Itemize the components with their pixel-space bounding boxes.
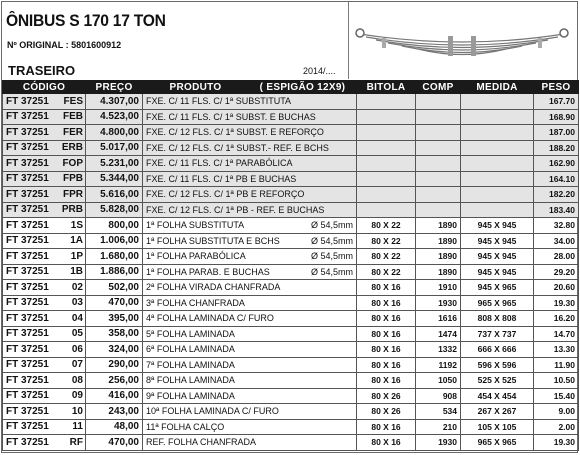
col-header-espigao: ( ESPIGÃO 12X9) — [249, 81, 357, 94]
product-name: 4ª FOLHA LAMINADA C/ FURO — [146, 313, 274, 324]
comp-cell: 908 — [416, 388, 461, 404]
medida-cell — [461, 202, 534, 218]
table-row — [3, 140, 579, 156]
code-suffix: ERB — [61, 142, 83, 154]
code-suffix: 04 — [71, 312, 83, 324]
price-cell: 358,00 — [86, 326, 143, 342]
table-row — [3, 388, 579, 404]
table-row — [3, 264, 579, 280]
comp-cell — [416, 156, 461, 172]
code-cell — [3, 280, 86, 296]
product-name: 9ª FOLHA LAMINADA — [146, 390, 235, 401]
peso-cell: 188.20 — [534, 140, 579, 156]
code-prefix: FT 37251 — [6, 312, 49, 324]
comp-cell: 1890 — [416, 249, 461, 265]
peso-cell: 162.90 — [534, 156, 579, 172]
price-cell: 416,00 — [86, 388, 143, 404]
comp-cell: 1474 — [416, 326, 461, 342]
bitola-cell: 80 X 26 — [357, 404, 416, 420]
code-suffix: FES — [63, 95, 83, 107]
code-cell — [3, 249, 86, 265]
leaf-spring-icon — [352, 14, 572, 64]
price-cell: 5.344,00 — [86, 171, 143, 187]
code-suffix: FPB — [63, 173, 83, 185]
product-name: 6ª FOLHA LAMINADA — [146, 344, 235, 355]
bitola-cell — [357, 109, 416, 125]
price-cell: 256,00 — [86, 373, 143, 389]
peso-cell: 16.20 — [534, 311, 579, 327]
diameter-label: Ø 54,5mm — [310, 220, 353, 231]
code-suffix: PRB — [61, 204, 83, 216]
price-cell: 1.006,00 — [86, 233, 143, 249]
bitola-cell: 80 X 16 — [357, 326, 416, 342]
code-suffix: FOP — [62, 157, 83, 169]
code-cell — [3, 357, 86, 373]
medida-cell: 525 X 525 — [461, 373, 534, 389]
col-header-comp: COMP — [416, 81, 461, 94]
table-body — [3, 94, 579, 451]
product-cell — [143, 311, 357, 327]
price-cell: 5.231,00 — [86, 156, 143, 172]
code-suffix: 1P — [70, 250, 83, 262]
medida-cell — [461, 156, 534, 172]
table-row — [3, 419, 579, 435]
medida-cell — [461, 187, 534, 203]
code-prefix: FT 37251 — [6, 126, 49, 138]
peso-cell: 32.80 — [534, 218, 579, 234]
product-cell — [143, 264, 357, 280]
product-name: FXE. C/ 11 FLS. C/ 1ª SUBSTITUTA — [146, 96, 292, 107]
table-row — [3, 156, 579, 172]
code-suffix: 10 — [71, 405, 83, 417]
bitola-cell: 80 X 26 — [357, 388, 416, 404]
comp-cell: 1890 — [416, 264, 461, 280]
product-cell — [143, 280, 357, 296]
bitola-cell — [357, 171, 416, 187]
product-cell — [143, 419, 357, 435]
code-prefix: FT 37251 — [6, 250, 49, 262]
code-cell — [3, 156, 86, 172]
code-prefix: FT 37251 — [6, 266, 49, 278]
comp-cell: 1890 — [416, 233, 461, 249]
comp-cell: 1192 — [416, 357, 461, 373]
code-prefix: FT 37251 — [6, 436, 49, 448]
code-cell — [3, 326, 86, 342]
code-suffix: 06 — [71, 343, 83, 355]
bitola-cell — [357, 140, 416, 156]
price-cell: 395,00 — [86, 311, 143, 327]
product-cell — [143, 326, 357, 342]
diameter-label: Ø 54,5mm — [310, 235, 353, 246]
table-row — [3, 373, 579, 389]
medida-cell: 945 X 945 — [461, 218, 534, 234]
product-name: 1ª FOLHA PARABÓLICA — [146, 251, 246, 262]
product-cell — [143, 388, 357, 404]
code-cell — [3, 373, 86, 389]
price-cell: 502,00 — [86, 280, 143, 296]
code-prefix: FT 37251 — [6, 142, 49, 154]
code-prefix: FT 37251 — [6, 219, 49, 231]
code-prefix: FT 37251 — [6, 95, 49, 107]
peso-cell: 15.40 — [534, 388, 579, 404]
col-header-produto: PRODUTO — [143, 81, 249, 94]
code-prefix: FT 37251 — [6, 343, 49, 355]
page-title: ÔNIBUS S 170 17 TON — [6, 11, 166, 30]
code-cell — [3, 218, 86, 234]
code-cell — [3, 295, 86, 311]
peso-cell: 34.00 — [534, 233, 579, 249]
product-name: FXE. C/ 11 FLS. C/ 1ª SUBST. E BUCHAS — [146, 111, 316, 122]
medida-cell: 945 X 945 — [461, 249, 534, 265]
product-cell — [143, 435, 357, 451]
price-cell: 1.680,00 — [86, 249, 143, 265]
table-row — [3, 342, 579, 358]
peso-cell: 2.00 — [534, 419, 579, 435]
comp-cell — [416, 125, 461, 141]
comp-cell — [416, 187, 461, 203]
code-prefix: FT 37251 — [6, 173, 49, 185]
code-suffix: 03 — [71, 297, 83, 309]
code-cell — [3, 404, 86, 420]
price-cell: 4.800,00 — [86, 125, 143, 141]
table-row — [3, 295, 579, 311]
col-header-codigo: CÓDIGO — [3, 81, 86, 94]
product-cell — [143, 357, 357, 373]
comp-cell — [416, 171, 461, 187]
code-cell — [3, 388, 86, 404]
diameter-label: Ø 54,5mm — [310, 266, 353, 277]
peso-cell: 29.20 — [534, 264, 579, 280]
code-prefix: FT 37251 — [6, 390, 49, 402]
code-suffix: 08 — [71, 374, 83, 386]
code-suffix: 07 — [71, 359, 83, 371]
product-cell — [143, 171, 357, 187]
bitola-cell: 80 X 16 — [357, 311, 416, 327]
product-cell — [143, 218, 357, 234]
comp-cell — [416, 109, 461, 125]
code-suffix: RF — [69, 436, 83, 448]
peso-cell: 182.20 — [534, 187, 579, 203]
comp-cell — [416, 140, 461, 156]
code-suffix: 1A — [70, 235, 83, 247]
medida-cell — [461, 171, 534, 187]
medida-cell: 666 X 666 — [461, 342, 534, 358]
code-prefix: FT 37251 — [6, 188, 49, 200]
code-suffix: 11 — [72, 421, 83, 433]
code-suffix: 1B — [70, 266, 83, 278]
price-cell: 800,00 — [86, 218, 143, 234]
code-cell — [3, 233, 86, 249]
product-cell — [143, 295, 357, 311]
product-name: 3ª FOLHA CHANFRADA — [146, 297, 245, 308]
bitola-cell: 80 X 16 — [357, 280, 416, 296]
product-cell — [143, 187, 357, 203]
comp-cell: 1332 — [416, 342, 461, 358]
comp-cell: 1616 — [416, 311, 461, 327]
product-name: FXE. C/ 11 FLS. C/ 1ª PARABÓLICA — [146, 158, 293, 169]
comp-cell — [416, 202, 461, 218]
code-suffix: 02 — [71, 281, 83, 293]
product-name: FXE. C/ 11 FLS. C/ 1ª PB E BUCHAS — [146, 173, 297, 184]
peso-cell: 11.90 — [534, 357, 579, 373]
bitola-cell: 80 X 22 — [357, 264, 416, 280]
product-name: FXE. C/ 12 FLS. C/ 1ª PB E REFORÇO — [146, 189, 305, 200]
table-row — [3, 109, 579, 125]
code-cell — [3, 140, 86, 156]
code-cell — [3, 187, 86, 203]
medida-cell — [461, 125, 534, 141]
parts-table — [2, 80, 579, 451]
table-row — [3, 326, 579, 342]
code-suffix: FER — [63, 126, 83, 138]
table-row — [3, 171, 579, 187]
price-cell: 4.307,00 — [86, 94, 143, 110]
bitola-cell — [357, 94, 416, 110]
code-cell — [3, 94, 86, 110]
code-suffix: 09 — [71, 390, 83, 402]
code-prefix: FT 37251 — [6, 111, 49, 123]
bitola-cell: 80 X 16 — [357, 435, 416, 451]
product-cell — [143, 140, 357, 156]
bitola-cell: 80 X 16 — [357, 357, 416, 373]
price-cell: 324,00 — [86, 342, 143, 358]
price-cell: 48,00 — [86, 419, 143, 435]
peso-cell: 14.70 — [534, 326, 579, 342]
comp-cell: 1910 — [416, 280, 461, 296]
peso-cell: 187.00 — [534, 125, 579, 141]
code-cell — [3, 109, 86, 125]
product-name: 10ª FOLHA LAMINADA C/ FURO — [146, 406, 279, 417]
product-cell — [143, 125, 357, 141]
medida-cell: 105 X 105 — [461, 419, 534, 435]
table-row — [3, 202, 579, 218]
table-row — [3, 233, 579, 249]
code-cell — [3, 342, 86, 358]
product-name: 5ª FOLHA LAMINADA — [146, 328, 235, 339]
code-prefix: FT 37251 — [6, 328, 49, 340]
product-cell — [143, 233, 357, 249]
peso-cell: 13.30 — [534, 342, 579, 358]
product-name: 8ª FOLHA LAMINADA — [146, 375, 235, 386]
bitola-cell: 80 X 22 — [357, 218, 416, 234]
product-name: FXE. C/ 12 FLS. C/ 1ª PB - REF. E BUCHAS — [146, 204, 325, 215]
product-cell — [143, 249, 357, 265]
product-cell — [143, 202, 357, 218]
code-suffix: 05 — [71, 328, 83, 340]
product-cell — [143, 109, 357, 125]
table-row — [3, 280, 579, 296]
price-cell: 5.017,00 — [86, 140, 143, 156]
medida-cell — [461, 94, 534, 110]
table-row — [3, 311, 579, 327]
product-name: 11ª FOLHA CALÇO — [146, 421, 225, 432]
code-prefix: FT 37251 — [6, 374, 49, 386]
peso-cell: 10.50 — [534, 373, 579, 389]
col-header-bitola: BITOLA — [357, 81, 416, 94]
comp-cell: 210 — [416, 419, 461, 435]
price-cell: 470,00 — [86, 295, 143, 311]
medida-cell — [461, 140, 534, 156]
price-cell: 1.886,00 — [86, 264, 143, 280]
medida-cell: 267 X 267 — [461, 404, 534, 420]
product-name: 7ª FOLHA LAMINADA — [146, 359, 235, 370]
comp-cell: 1930 — [416, 435, 461, 451]
code-prefix: FT 37251 — [6, 204, 49, 216]
peso-cell: 167.70 — [534, 94, 579, 110]
bitola-cell: 80 X 22 — [357, 233, 416, 249]
peso-cell: 9.00 — [534, 404, 579, 420]
header-divider — [348, 2, 349, 79]
code-cell — [3, 311, 86, 327]
price-cell: 4.523,00 — [86, 109, 143, 125]
product-name: REF. FOLHA CHANFRADA — [146, 437, 257, 448]
medida-cell: 596 X 596 — [461, 357, 534, 373]
code-cell — [3, 125, 86, 141]
bitola-cell: 80 X 16 — [357, 419, 416, 435]
comp-cell: 534 — [416, 404, 461, 420]
price-cell: 290,00 — [86, 357, 143, 373]
peso-cell: 19.30 — [534, 295, 579, 311]
section-label: TRASEIRO — [8, 63, 76, 78]
col-header-preco: PREÇO — [86, 81, 143, 94]
bitola-cell — [357, 125, 416, 141]
code-suffix: FPR — [63, 188, 83, 200]
bitola-cell — [357, 202, 416, 218]
bitola-cell — [357, 156, 416, 172]
bitola-cell: 80 X 22 — [357, 249, 416, 265]
comp-cell: 1930 — [416, 295, 461, 311]
bitola-cell: 80 X 16 — [357, 373, 416, 389]
medida-cell: 945 X 945 — [461, 264, 534, 280]
code-prefix: FT 37251 — [6, 235, 49, 247]
price-cell: 243,00 — [86, 404, 143, 420]
peso-cell: 19.30 — [534, 435, 579, 451]
table-header-row — [3, 81, 579, 94]
comp-cell: 1890 — [416, 218, 461, 234]
code-cell — [3, 264, 86, 280]
product-name: 1ª FOLHA PARAB. E BUCHAS — [146, 266, 270, 277]
price-cell: 5.828,00 — [86, 202, 143, 218]
comp-cell — [416, 94, 461, 110]
code-prefix: FT 37251 — [6, 421, 49, 433]
code-prefix: FT 37251 — [6, 405, 49, 417]
product-name: FXE. C/ 12 FLS. C/ 1ª SUBST.- REF. E BCHS — [146, 142, 329, 153]
medida-cell: 965 X 965 — [461, 295, 534, 311]
table-row — [3, 404, 579, 420]
table-row — [3, 249, 579, 265]
col-header-peso: PESO — [534, 81, 579, 94]
table-row — [3, 94, 579, 110]
bitola-cell — [357, 187, 416, 203]
col-header-medida: MEDIDA — [461, 81, 534, 94]
table-row — [3, 435, 579, 451]
product-cell — [143, 373, 357, 389]
medida-cell: 737 X 737 — [461, 326, 534, 342]
bitola-cell: 80 X 16 — [357, 342, 416, 358]
medida-cell — [461, 109, 534, 125]
code-suffix: 1S — [70, 219, 83, 231]
product-cell — [143, 404, 357, 420]
table-row — [3, 187, 579, 203]
original-number: Nº ORIGINAL : 5801600912 — [7, 40, 122, 50]
code-cell — [3, 419, 86, 435]
peso-cell: 168.90 — [534, 109, 579, 125]
year-label: 2014/.... — [303, 66, 336, 76]
diameter-label: Ø 54,5mm — [310, 251, 353, 262]
code-prefix: FT 37251 — [6, 297, 49, 309]
product-cell — [143, 342, 357, 358]
product-cell — [143, 94, 357, 110]
code-prefix: FT 37251 — [6, 157, 49, 169]
price-cell: 470,00 — [86, 435, 143, 451]
product-name: 1ª FOLHA SUBSTITUTA — [146, 220, 245, 231]
table-row — [3, 357, 579, 373]
table-row — [3, 125, 579, 141]
bitola-cell: 80 X 16 — [357, 295, 416, 311]
peso-cell: 164.10 — [534, 171, 579, 187]
medida-cell: 808 X 808 — [461, 311, 534, 327]
product-name: 1ª FOLHA SUBSTITUTA E BCHS — [146, 235, 280, 246]
comp-cell: 1050 — [416, 373, 461, 389]
product-cell — [143, 156, 357, 172]
product-name: 2ª FOLHA VIRADA CHANFRADA — [146, 282, 281, 293]
code-cell — [3, 435, 86, 451]
medida-cell: 454 X 454 — [461, 388, 534, 404]
medida-cell: 945 X 945 — [461, 233, 534, 249]
peso-cell: 183.40 — [534, 202, 579, 218]
code-prefix: FT 37251 — [6, 359, 49, 371]
medida-cell: 965 X 965 — [461, 435, 534, 451]
code-prefix: FT 37251 — [6, 281, 49, 293]
table-row — [3, 218, 579, 234]
peso-cell: 20.60 — [534, 280, 579, 296]
medida-cell: 945 X 965 — [461, 280, 534, 296]
price-cell: 5.616,00 — [86, 187, 143, 203]
peso-cell: 28.00 — [534, 249, 579, 265]
product-name: FXE. C/ 12 FLS. C/ 1ª SUBST. E REFORÇO — [146, 127, 324, 138]
code-suffix: FEB — [63, 111, 83, 123]
code-cell — [3, 202, 86, 218]
code-cell — [3, 171, 86, 187]
